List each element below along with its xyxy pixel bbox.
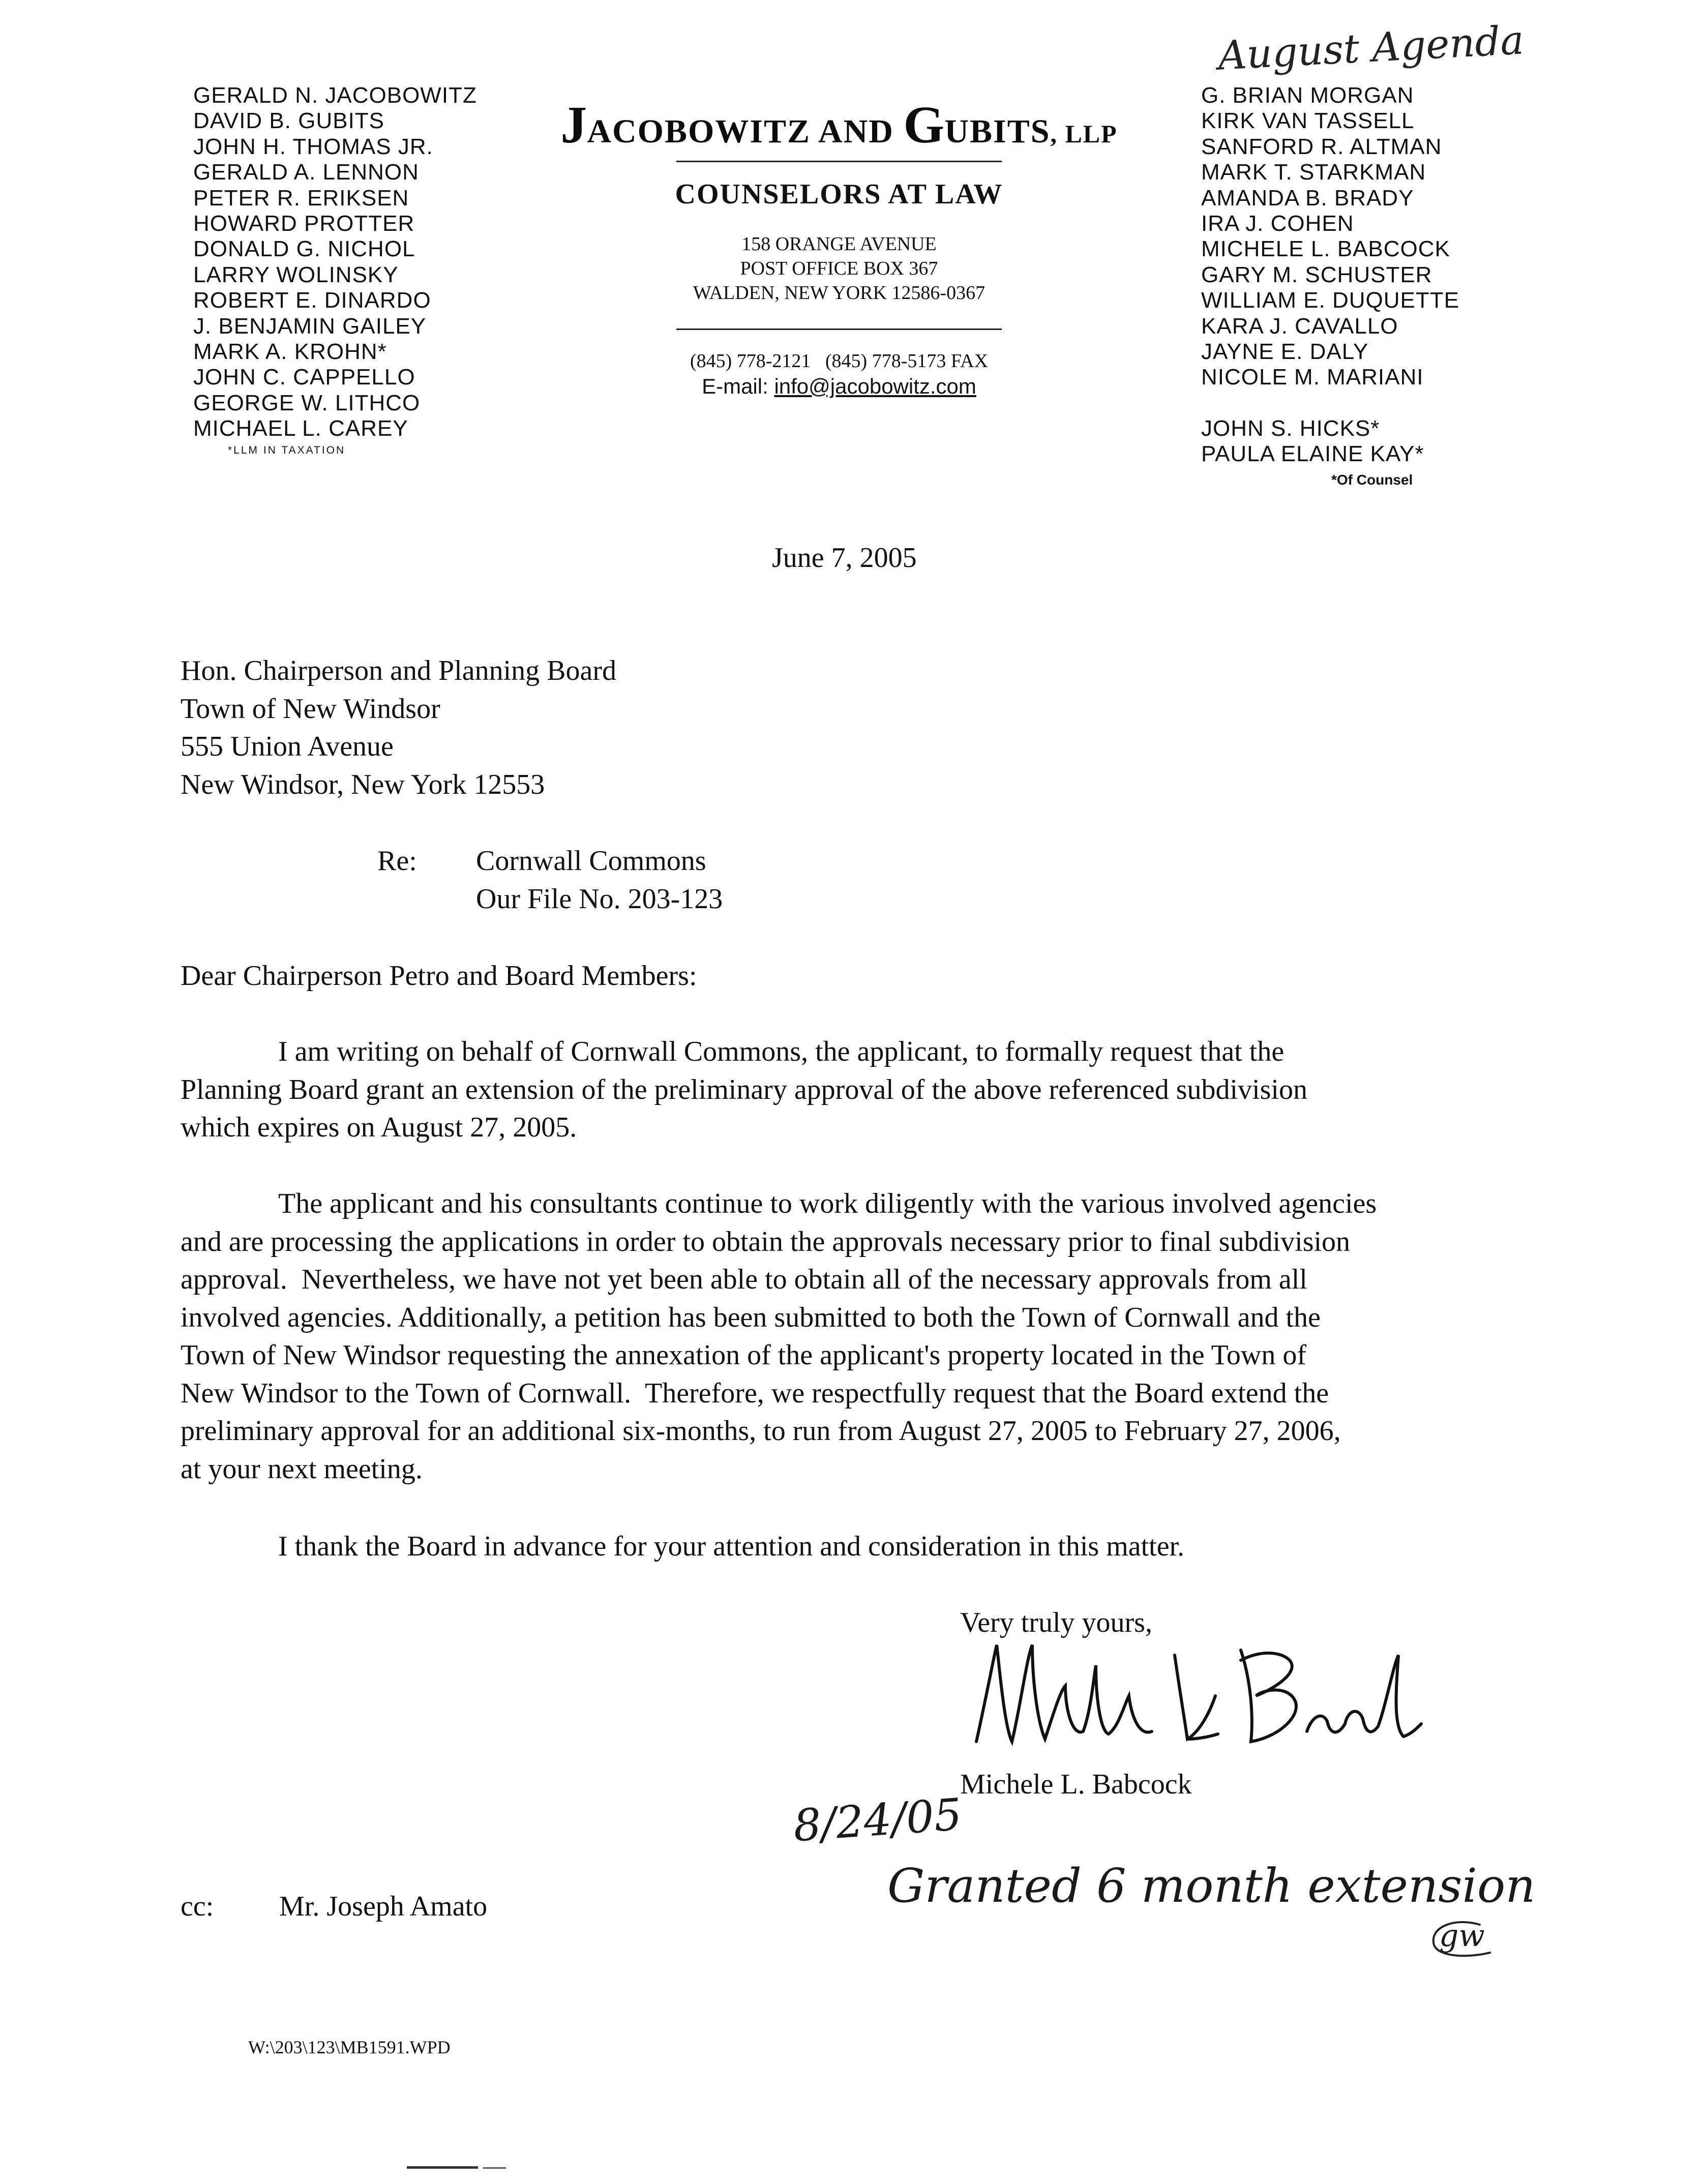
partner-name: MICHAEL L. CAREY bbox=[193, 416, 408, 441]
partner-name: J. BENJAMIN GAILEY bbox=[193, 313, 427, 339]
of-counsel-list bbox=[1201, 416, 1424, 467]
scan-mark bbox=[407, 2166, 478, 2169]
paragraph-1 bbox=[181, 1033, 1307, 1147]
letter-date: June 7, 2005 bbox=[772, 542, 917, 574]
paragraph-line: New Windsor to the Town of Cornwall. Therefore, we respectfully request that the Board extend the bbox=[181, 1377, 1329, 1409]
llm-footnote: *LLM IN TAXATION bbox=[228, 444, 346, 456]
paragraph-line: involved agencies. Additionally, a petition has been submitted to both the Town of Cornwall and the bbox=[181, 1301, 1321, 1333]
salutation: Dear Chairperson Petro and Board Members: bbox=[181, 960, 697, 992]
partner-name: KARA J. CAVALLO bbox=[1201, 313, 1398, 339]
partner-name: WILLIAM E. DUQUETTE bbox=[1201, 288, 1459, 313]
re-line: Cornwall Commons bbox=[476, 845, 706, 877]
address-line: POST OFFICE BOX 367 bbox=[740, 258, 938, 279]
paragraph-line: I am writing on behalf of Cornwall Commons, the applicant, to formally request that the bbox=[278, 1036, 1285, 1067]
paragraph-2 bbox=[181, 1185, 1377, 1488]
handwritten-date: 8/24/05 bbox=[791, 1789, 964, 1852]
address-divider bbox=[676, 328, 1002, 330]
paragraph-line: preliminary approval for an additional six-months, to run from August 27, 2005 to February 27, 2006, bbox=[181, 1415, 1341, 1447]
recipient-block bbox=[181, 652, 616, 803]
paragraph-line: approval. Nevertheless, we have not yet been able to obtain all of the necessary approvals from all bbox=[181, 1264, 1307, 1295]
firm-name-initial-j: J bbox=[560, 96, 587, 154]
right-partner-list bbox=[1201, 83, 1459, 391]
address-line: 158 ORANGE AVENUE bbox=[741, 233, 937, 255]
paragraph-line: Planning Board grant an extension of the preliminary approval of the above referenced subdivision bbox=[181, 1073, 1307, 1105]
firm-name-part: ACOBOWITZ AND bbox=[587, 113, 904, 150]
left-partner-list bbox=[193, 83, 477, 442]
recipient-line: Hon. Chairperson and Planning Board bbox=[181, 655, 616, 686]
partner-name: SANFORD R. ALTMAN bbox=[1201, 134, 1442, 159]
partner-name: KIRK VAN TASSELL bbox=[1201, 108, 1415, 134]
re-label: Re: bbox=[377, 845, 417, 877]
re-line: Our File No. 203-123 bbox=[476, 883, 723, 915]
partner-name: DONALD G. NICHOL bbox=[193, 236, 415, 262]
partner-name: AMANDA B. BRADY bbox=[1201, 185, 1414, 211]
recipient-line: New Windsor, New York 12553 bbox=[181, 768, 545, 800]
recipient-line: Town of New Windsor bbox=[181, 693, 440, 725]
firm-name-initial-g: G bbox=[903, 96, 945, 154]
partner-name: ROBERT E. DINARDO bbox=[193, 288, 431, 313]
paragraph-line: Town of New Windsor requesting the annexation of the applicant's property located in the Town of bbox=[181, 1339, 1307, 1371]
signer-name: Michele L. Babcock bbox=[960, 1769, 1192, 1800]
handwritten-agenda-note: August Agenda bbox=[1217, 17, 1525, 79]
closing: Very truly yours, bbox=[960, 1607, 1152, 1638]
address-line: WALDEN, NEW YORK 12586-0367 bbox=[693, 282, 986, 304]
letterhead-divider bbox=[676, 161, 1002, 162]
partner-name: LARRY WOLINSKY bbox=[193, 262, 399, 287]
phone-fax-line: (845) 778-2121 (845) 778-5173 FAX bbox=[690, 350, 989, 372]
of-counsel-name: PAULA ELAINE KAY* bbox=[1201, 441, 1424, 467]
initials-circle-scribble bbox=[1424, 1917, 1495, 1963]
cc-label: cc: bbox=[181, 1891, 214, 1922]
partner-name: G. BRIAN MORGAN bbox=[1201, 83, 1414, 108]
firm-name-suffix: , LLP bbox=[1050, 119, 1118, 148]
handwritten-initials: gw bbox=[1439, 1918, 1485, 1954]
scan-mark bbox=[483, 2167, 506, 2169]
email-label: E-mail: bbox=[702, 374, 774, 398]
file-path: W:\203\123\MB1591.WPD bbox=[248, 2037, 451, 2057]
partner-name: GEORGE W. LITHCO bbox=[193, 390, 421, 415]
partner-name: GERALD A. LENNON bbox=[193, 160, 419, 185]
partner-name: MARK A. KROHN* bbox=[193, 339, 387, 365]
email-link[interactable]: info@jacobowitz.com bbox=[774, 374, 976, 398]
partner-name: JOHN C. CAPPELLO bbox=[193, 365, 415, 390]
paragraph-line: which expires on August 27, 2005. bbox=[181, 1112, 577, 1143]
recipient-line: 555 Union Avenue bbox=[181, 731, 394, 762]
partner-name: GERALD N. JACOBOWITZ bbox=[193, 83, 477, 108]
partner-name: NICOLE M. MARIANI bbox=[1201, 365, 1424, 390]
partner-name: GARY M. SCHUSTER bbox=[1201, 262, 1432, 287]
partner-name: MICHELE L. BABCOCK bbox=[1201, 236, 1450, 262]
partner-name: MARK T. STARKMAN bbox=[1201, 160, 1426, 185]
partner-name: DAVID B. GUBITS bbox=[193, 108, 385, 134]
partner-name: JOHN H. THOMAS JR. bbox=[193, 134, 433, 159]
cc-name: Mr. Joseph Amato bbox=[279, 1891, 488, 1922]
firm-name bbox=[509, 95, 1170, 155]
handwritten-extension-note: Granted 6 month extension bbox=[887, 1859, 1536, 1913]
paragraph-line: The applicant and his consultants continue to work diligently with the various involved agencies bbox=[278, 1188, 1377, 1219]
partner-name: IRA J. COHEN bbox=[1201, 211, 1354, 236]
firm-subtitle: COUNSELORS AT LAW bbox=[675, 178, 1003, 210]
paragraph-line: and are processing the applications in order to obtain the approvals necessary prior to final subdivision bbox=[181, 1225, 1351, 1258]
of-counsel-note: *Of Counsel bbox=[1331, 472, 1413, 488]
paragraph-3: I thank the Board in advance for your attention and consideration in this matter. bbox=[278, 1531, 1185, 1562]
partner-name: JAYNE E. DALY bbox=[1201, 339, 1369, 365]
paragraph-line: at your next meeting. bbox=[181, 1453, 423, 1485]
partner-name: PETER R. ERIKSEN bbox=[193, 185, 409, 211]
re-block bbox=[476, 842, 723, 918]
signature-scribble bbox=[956, 1635, 1424, 1762]
email-line bbox=[509, 374, 1170, 399]
partner-name: HOWARD PROTTER bbox=[193, 211, 415, 236]
firm-name-part: UBITS bbox=[944, 113, 1051, 150]
of-counsel-name: JOHN S. HICKS* bbox=[1201, 416, 1380, 441]
